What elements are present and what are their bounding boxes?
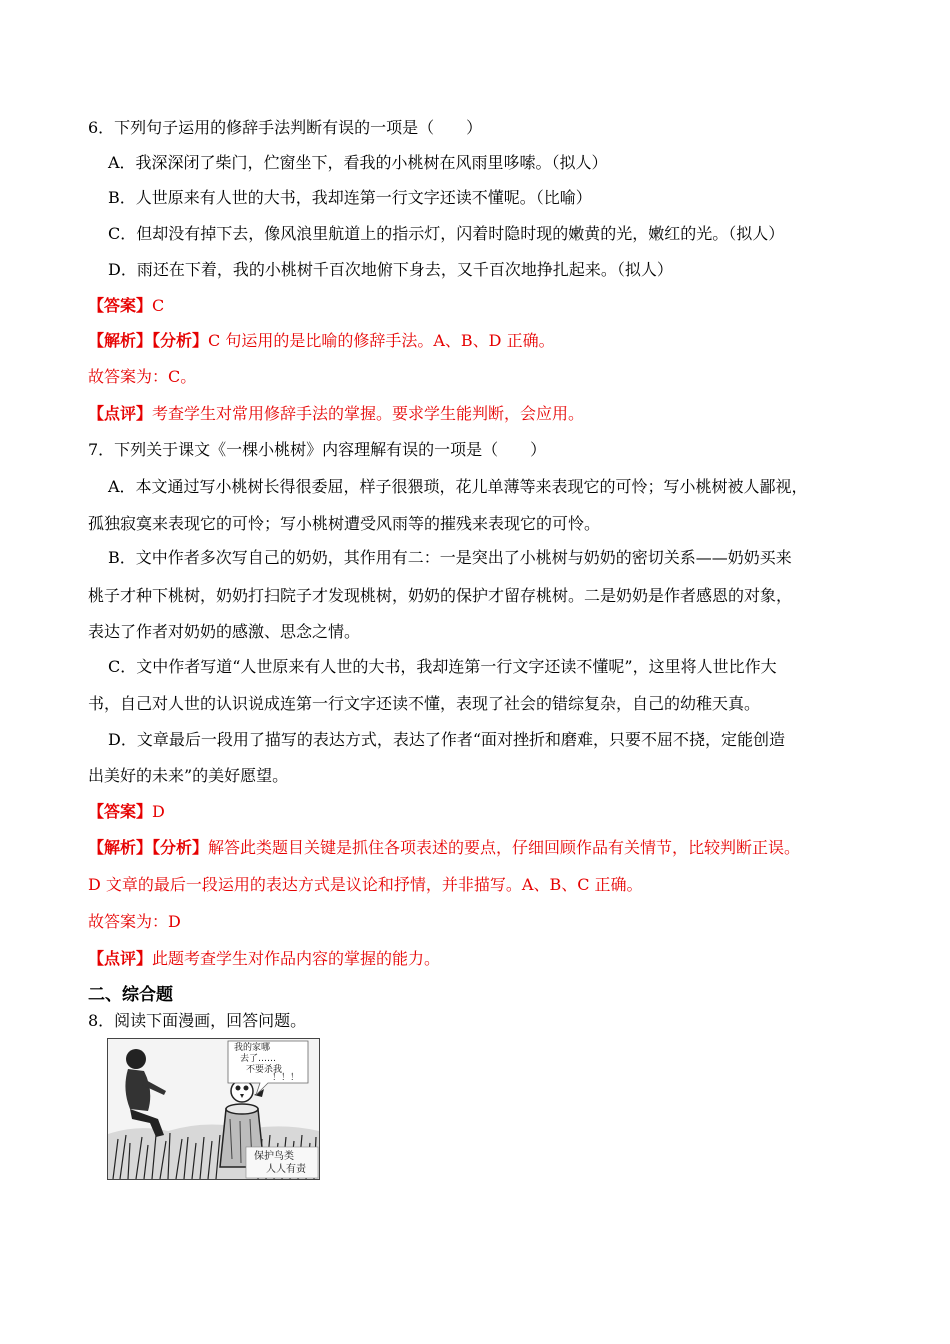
q7-option-b-line2: 桃子才种下桃树，奶奶打扫院子才发现桃树，奶奶的保护才留存桃树。二是奶奶是作者感恩的对象， — [88, 586, 793, 605]
q7-option-b-line3: 表达了作者对奶奶的感激、思念之情。 — [88, 622, 361, 641]
person-figure — [125, 1049, 166, 1137]
q7-comment-tag: 【点评】 — [88, 949, 153, 968]
q7-analysis-line2: D 文章的最后一段运用的表达方式是议论和抒情，并非描写。A、B、C 正确。 — [88, 875, 643, 894]
q6-answer — [88, 296, 164, 316]
q7-option-a-line2: 孤独寂寞来表现它的可怜；写小桃树遭受风雨等的摧残来表现它的可怜。 — [88, 514, 601, 533]
q7-analysis-tag: 【解析】【分析】 — [88, 838, 209, 857]
q6-analysis-tag: 【解析】【分析】 — [88, 331, 209, 350]
q6-analysis — [88, 331, 555, 351]
q6-comment-tag: 【点评】 — [88, 404, 153, 423]
q7-final-answer: 故答案为：D — [88, 912, 181, 931]
q6-analysis-text: C 句运用的是比喻的修辞手法。A、B、D 正确。 — [208, 331, 555, 350]
section-heading: 二、综合题 — [88, 985, 173, 1005]
bubble-text-2: 去了…… — [240, 1054, 277, 1064]
bubble-text-3: 不要杀我 — [246, 1065, 283, 1075]
q6-answer-tag: 【答案】 — [88, 296, 153, 315]
q6-answer-value: C — [152, 296, 165, 315]
q7-option-a-line1: A．本文通过写小桃树长得很委屈，样子很猥琐，花儿单薄等来表现它的可怜；写小桃树被人鄙视， — [108, 477, 808, 496]
q8-stem: 8．阅读下面漫画，回答问题。 — [88, 1011, 307, 1030]
q6-option-a: A．我深深闭了柴门，伫窗坐下，看我的小桃树在风雨里哆嗦。（拟人） — [108, 153, 608, 172]
q6-stem: 6．下列句子运用的修辞手法判断有误的一项是（ ） — [88, 118, 483, 137]
caption-text-2: 人人有责 — [266, 1164, 306, 1175]
q7-analysis-line1 — [88, 838, 800, 858]
q6-option-b: B．人世原来有人世的大书，我却连第一行文字还读不懂呢。（比喻） — [108, 188, 592, 207]
bubble-text-4: ！！！ — [272, 1073, 300, 1083]
caption-text-1: 保护鸟类 — [254, 1151, 294, 1162]
q7-answer — [88, 802, 165, 822]
comic-illustration — [107, 1038, 320, 1180]
q7-option-c-line1: C．文中作者写道“人世原来有人世的大书，我却连第一行文字还读不懂呢”，这里将人世比作大 — [108, 657, 777, 676]
q6-comment-text: 考查学生对常用修辞手法的掌握。要求学生能判断，会应用。 — [152, 404, 585, 423]
q7-stem: 7．下列关于课文《一棵小桃树》内容理解有误的一项是（ ） — [88, 440, 547, 459]
q6-comment — [88, 404, 584, 424]
q7-option-d-line2: 出美好的未来”的美好愿望。 — [88, 766, 289, 785]
q7-answer-tag: 【答案】 — [88, 802, 153, 821]
q7-comment — [88, 949, 440, 969]
q6-option-d: D．雨还在下着，我的小桃树千百次地俯下身去，又千百次地挣扎起来。（拟人） — [108, 260, 673, 279]
q7-option-c-line2: 书，自己对人世的认识说成连第一行文字还读不懂，表现了社会的错综复杂，自己的幼稚天真。 — [88, 694, 761, 713]
q7-option-d-line1: D．文章最后一段用了描写的表达方式，表达了作者“面对挫折和磨难，只要不屈不挠，定能创造 — [108, 730, 786, 749]
q7-analysis-text: 解答此类题目关键是抓住各项表述的要点，仔细回顾作品有关情节，比较判断正误。 — [208, 838, 801, 857]
q6-final-answer: 故答案为：C。 — [88, 367, 197, 386]
q7-comment-text: 此题考查学生对作品内容的掌握的能力。 — [152, 949, 441, 968]
q7-answer-value: D — [152, 802, 165, 821]
bubble-text-1: 我的家哪 — [234, 1043, 271, 1053]
q7-option-b-line1: B．文中作者多次写自己的奶奶，其作用有二：一是突出了小桃树与奶奶的密切关系——奶奶买来 — [108, 548, 792, 567]
q6-option-c: C．但却没有掉下去，像风浪里航道上的指示灯，闪着时隐时现的嫩黄的光，嫩红的光。（拟人） — [108, 224, 785, 243]
